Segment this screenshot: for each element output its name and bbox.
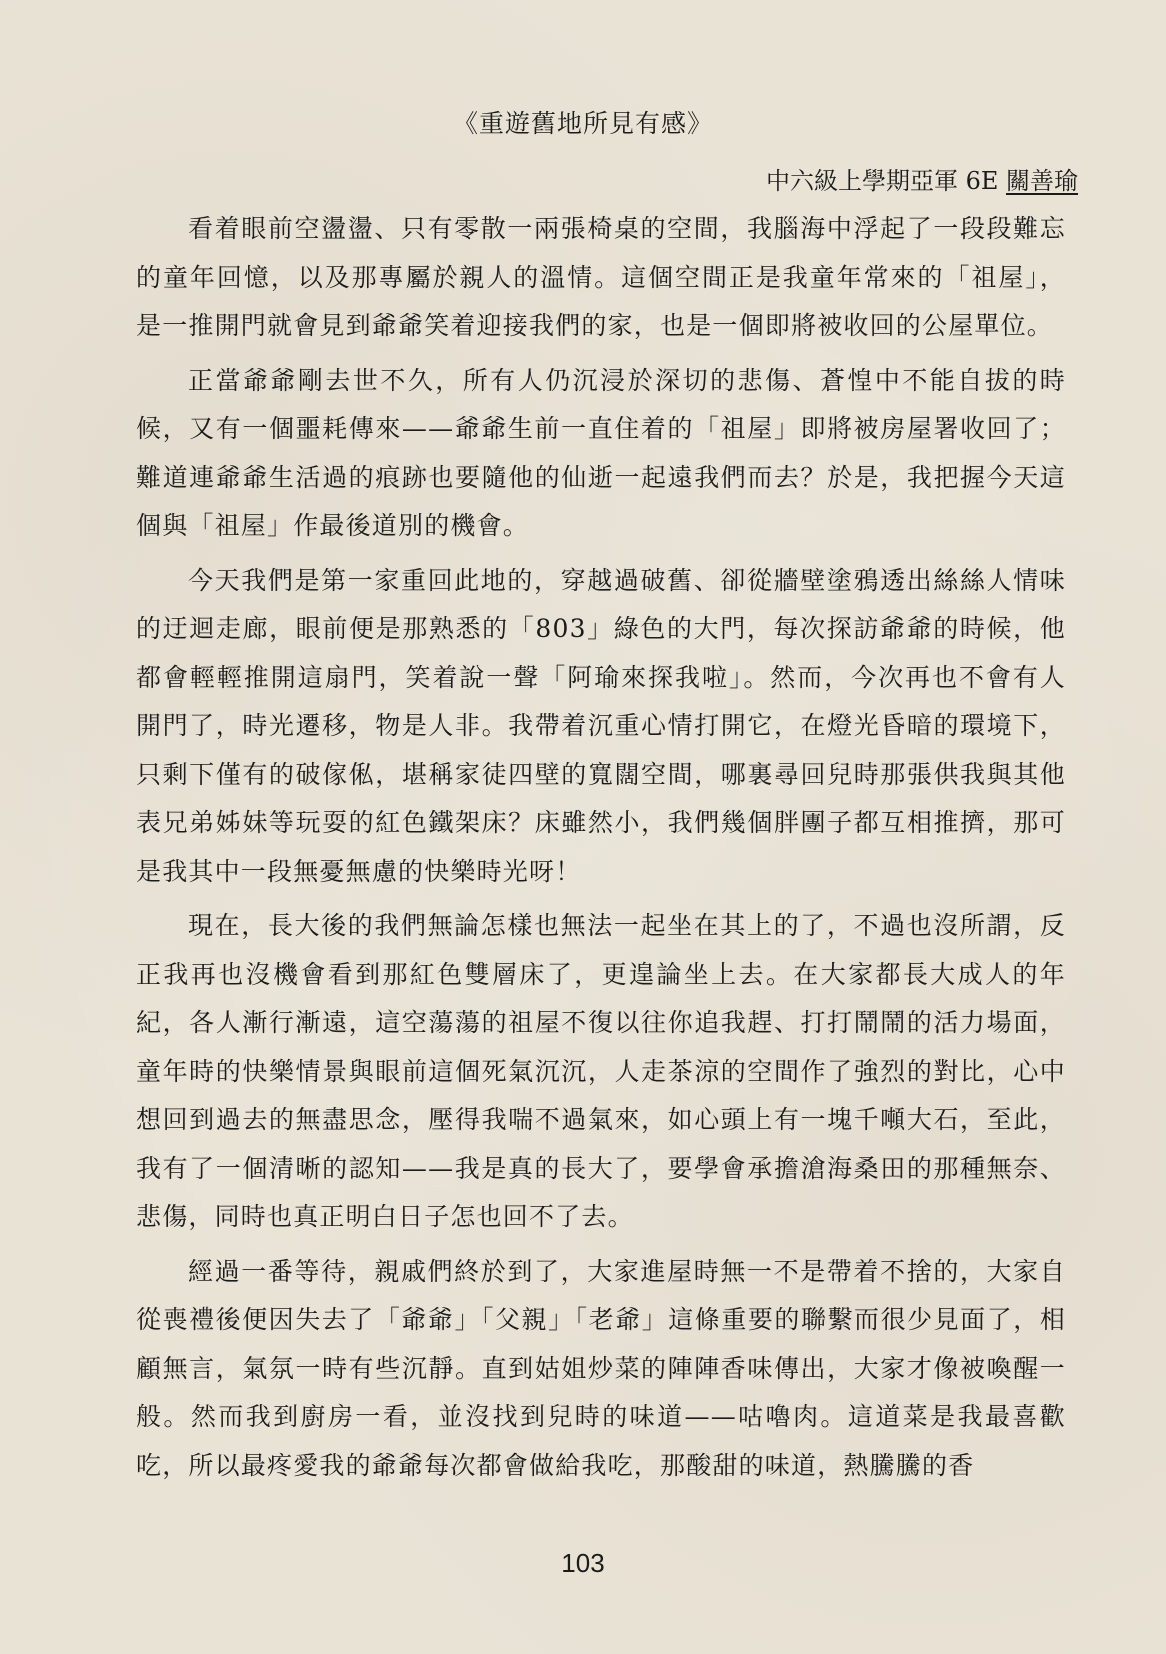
- paragraph: 正當爺爺剛去世不久，所有人仍沉浸於深切的悲傷、蒼惶中不能自拔的時候，又有一個噩耗傳來——爺爺生前一直住着的「祖屋」即將被房屋署收回了；難道連爺爺生活過的痕跡也要隨他的仙逝一起遠我們而去？於是，我把握今天這個與「祖屋」作最後道別的機會。: [136, 365, 1066, 540]
- essay-body: [136, 205, 1066, 1496]
- paragraph: 現在，長大後的我們無論怎樣也無法一起坐在其上的了，不過也沒所謂，反正我再也沒機會看到那紅色雙層床了，更遑論坐上去。在大家都長大成人的年紀，各人漸行漸遠，這空蕩蕩的祖屋不復以往你追我趕、打打鬧鬧的活力場面，童年時的快樂情景與眼前這個死氣沉沉，人走茶涼的空間作了強烈的對比，心中想回到過去的無盡思念，壓得我喘不過氣來，如心頭上有一塊千噸大石，至此，我有了一個清晰的認知——我是真的長大了，要學會承擔滄海桑田的那種無奈、悲傷，同時也真正明白日子怎也回不了去。: [136, 911, 1066, 1231]
- paragraph: 今天我們是第一家重回此地的，穿越過破舊、卻從牆壁塗鴉透出絲絲人情味的迂迴走廊，眼前便是那熟悉的「803」綠色的大門，每次探訪爺爺的時候，他都會輕輕推開這扇門，笑着說一聲「阿瑜來探我啦」。然而，今次再也不會有人開門了，時光遷移，物是人非。我帶着沉重心情打開它，在燈光昏暗的環境下，只剩下僅有的破傢俬，堪稱家徒四壁的寬闊空間，哪裏尋回兒時那張供我與其他表兄弟姊妹等玩耍的紅色鐵架床？床雖然小，我們幾個胖團子都互相推擠，那可是我其中一段無憂無慮的快樂時光呀！: [136, 565, 1066, 886]
- author-name: 關善瑜: [1006, 167, 1078, 195]
- author-line: [766, 161, 1078, 196]
- paragraph: 經過一番等待，親戚們終於到了，大家進屋時無一不是帶着不捨的，大家自從喪禮後便因失去了「爺爺」「父親」「老爺」這條重要的聯繫而很少見面了，相顧無言，氣氛一時有些沉靜。直到姑姐炒菜的陣陣香味傳出，大家才像被喚醒一般。然而我到廚房一看，並沒找到兒時的味道——咕嚕肉。這道菜是我最喜歡吃，所以最疼愛我的爺爺每次都會做給我吃，那酸甜的味道，熱騰騰的香: [136, 1256, 1066, 1480]
- paragraph: 看着眼前空盪盪、只有零散一兩張椅桌的空間，我腦海中浮起了一段段難忘的童年回憶，以及那專屬於親人的溫情。這個空間正是我童年常來的「祖屋」，是一推開門就會見到爺爺笑着迎接我們的家，也是一個即將被收回的公屋單位。: [136, 214, 1066, 340]
- essay-title: 《重遊舊地所見有感》: [452, 109, 713, 138]
- page-number: 103: [561, 1548, 605, 1578]
- award-label: 中六級上學期亞軍 6E: [765, 167, 1006, 195]
